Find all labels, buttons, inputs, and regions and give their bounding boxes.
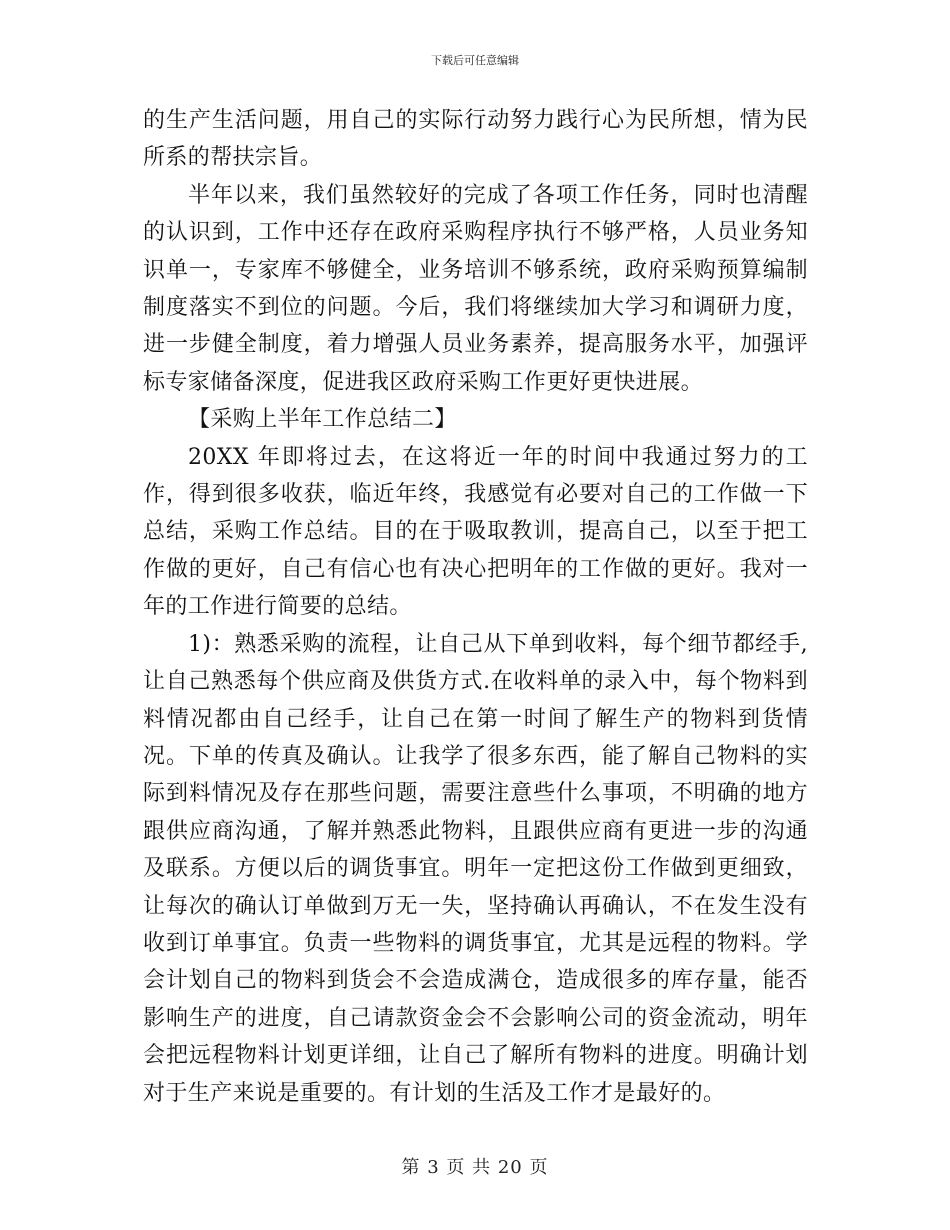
paragraph-half-year-summary: 半年以来，我们虽然较好的完成了各项工作任务，同时也清醒的认识到，工作中还存在政府采购程序执行不够严格，人员业务知识单一，专家库不够健全，业务培训不够系统，政府采购预算编制制度落实不到位的问题。今后，我们将继续加大学习和调研力度，进一步健全制度，着力增强人员业务素养，提高服务水平，加强评标专家储备深度，促进我区政府采购工作更好更快进展。 bbox=[143, 182, 808, 395]
section-heading-summary-two: 【采购上半年工作总结二】 bbox=[188, 407, 457, 433]
paragraph-point-one: 1)：熟悉采购的流程，让自己从下单到收料，每个细节都经手,让自己熟悉每个供应商及供货方式.在收料单的录入中，每个物料到料情况都由自己经手，让自己在第一时间了解生产的物料到货情况。下单的传真及确认。让我学了很多东西，能了解自己物料的实际到料情况及存在那些问题，需要注意些什么事项，不明确的地方跟供应商沟通，了解并熟悉此物料，且跟供应商有更进一步的沟通及联系。方便以后的调货事宜。明年一定把这份工作做到更细致，让每次的确认订单做到万无一失，坚持确认再确认，不在发生没有收到订单事宜。负责一些物料的调货事宜，尤其是远程的物料。学会计划自己的物料到货会不会造成满仓，造成很多的库存量，能否影响生产的进度，自己请款资金会不会影响公司的资金流动，明年会把远程物料计划更详细，让自己了解所有物料的进度。明确计划对于生产来说是重要的。有计划的生活及工作才是最好的。 bbox=[143, 631, 808, 1106]
paragraph-continued: 的生产生活问题，用自己的实际行动努力践行心为民所想，情为民所系的帮扶宗旨。 bbox=[143, 108, 808, 171]
document-body bbox=[143, 102, 808, 1112]
page-number-footer: 第 3 页 共 20 页 bbox=[401, 1157, 549, 1178]
page-header: 下载后可任意编辑 bbox=[431, 54, 519, 67]
paragraph-year-intro: 20XX 年即将过去，在这将近一年的时间中我通过努力的工作，得到很多收获，临近年终，我感觉有必要对自己的工作做一下总结，采购工作总结。目的在于吸取教训，提高自己，以至于把工作做的更好，自己有信心也有决心把明年的工作做的更好。我对一年的工作进行简要的总结。 bbox=[143, 444, 808, 620]
